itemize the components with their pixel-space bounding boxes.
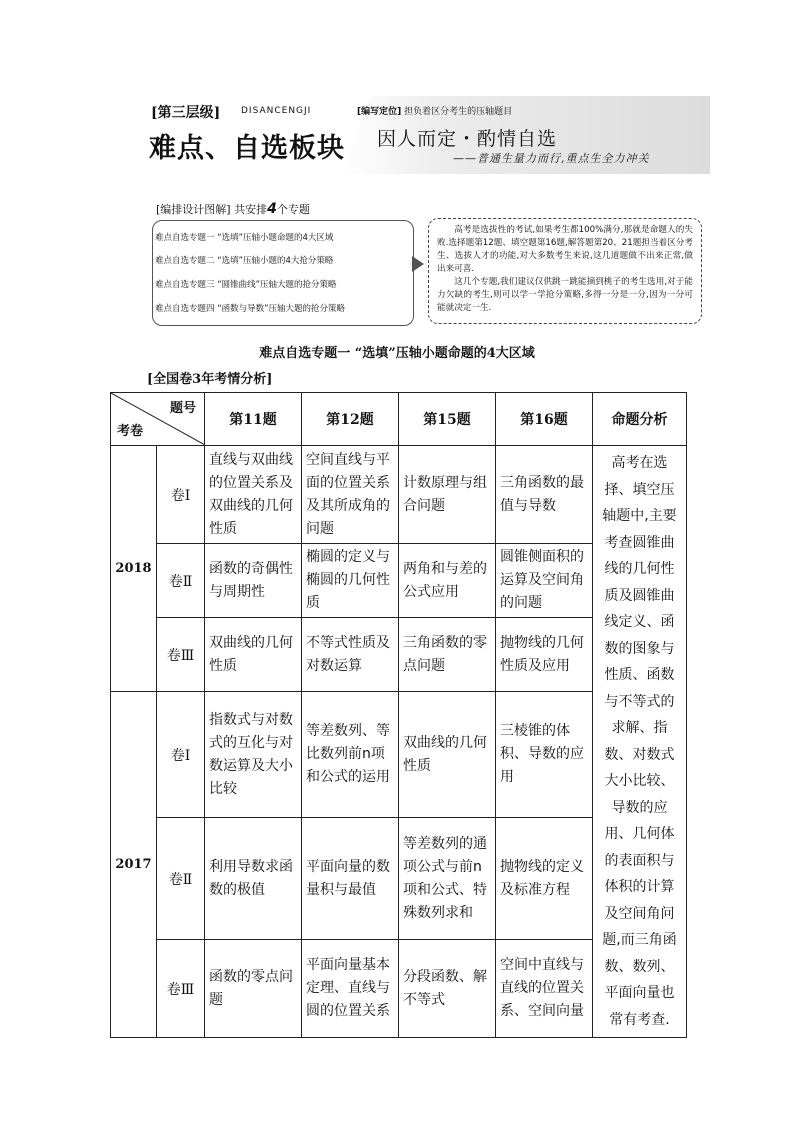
- table-cell: 三棱锥的体积、导数的应用: [496, 692, 593, 818]
- table-cell: 平面向量基本定理、直线与圆的位置关系: [302, 940, 399, 1038]
- paper-cell: 卷Ⅱ: [157, 818, 205, 940]
- table-cell: 圆锥侧面积的运算及空间角的问题: [496, 544, 593, 618]
- table-cell: 计数原理与组合问题: [399, 446, 496, 544]
- table-cell: 两角和与差的公式应用: [399, 544, 496, 618]
- paper-cell: 卷Ⅰ: [157, 692, 205, 818]
- level-pinyin: DISANCENGJI: [241, 106, 312, 116]
- paper-cell: 卷Ⅲ: [157, 618, 205, 692]
- table-cell: 抛物线的定义及标准方程: [496, 818, 593, 940]
- motto-subtitle: ——普通生量力而行,重点生全力冲关: [453, 152, 650, 165]
- column-header: 第16题: [496, 393, 593, 446]
- paper-cell: 卷Ⅱ: [157, 544, 205, 618]
- table-cell: 平面向量的数量积与最值: [302, 818, 399, 940]
- table-row: [111, 446, 687, 544]
- table-header-row: [111, 393, 687, 446]
- table-cell: 椭圆的定义与椭圆的几何性质: [302, 544, 399, 618]
- corner-cell: [111, 393, 205, 446]
- column-header: 第11题: [205, 393, 302, 446]
- table-cell: 利用导数求函数的极值: [205, 818, 302, 940]
- table-cell: 三角函数的最值与导数: [496, 446, 593, 544]
- table-cell: 不等式性质及对数运算: [302, 618, 399, 692]
- section-title: 难点自选专题一 “选填”压轴小题命题的4大区域: [259, 346, 535, 361]
- analysis-cell: 高考在选择、填空压轴题中,主要考查圆锥曲线的几何性质及圆锥曲线定义、函数的图象与性质、函数与不等式的求解、指数、对数式大小比较、导数的应用、几何体的表面积与体积的计算及空间角问题,而三角函数、数列、平面向量也常有考查.: [593, 446, 687, 1038]
- topic-item: 难点自选专题四 “函数与导数”压轴大题的抢分策略: [155, 304, 346, 314]
- corner-top-label: 题号: [169, 401, 196, 416]
- motto: 因人而定・酌情自选: [377, 128, 558, 150]
- table-cell: 直线与双曲线的位置关系及双曲线的几何性质: [205, 446, 302, 544]
- design-heading-tail: 个专题: [276, 203, 310, 216]
- header-left: [145, 96, 385, 174]
- sub-title: [全国卷3年考情分析]: [147, 372, 273, 387]
- explanation-paragraph: 高考是选拔性的考试,如果考生都100%满分,那就是命题人的失败.选择题第12题、填空题第16题,解答题第20、21题担当着区分考生、选拔人才的功能,对大多数考生来说,这几道题做不出来正常,做出来可喜.: [437, 225, 693, 274]
- table-cell: 等差数列的通项公式与前n项和公式、特殊数列求和: [399, 818, 496, 940]
- arrow-right-icon: [412, 256, 424, 272]
- position-text: 担负着区分考生的压轴题目: [404, 107, 513, 117]
- topic-item: 难点自选专题三 “圆锥曲线”压轴大题的抢分策略: [155, 280, 337, 290]
- topic-count: 4: [267, 201, 277, 217]
- table-cell: 等差数列、等比数列前n项和公式的运用: [302, 692, 399, 818]
- table-cell: 双曲线的几何性质: [399, 692, 496, 818]
- page-title: 难点、自选板块: [149, 133, 345, 164]
- column-header: 第12题: [302, 393, 399, 446]
- column-header: 命题分析: [593, 393, 687, 446]
- table-cell: 函数的零点问题: [205, 940, 302, 1038]
- table-cell: 空间直线与平面的位置关系及其所成角的问题: [302, 446, 399, 544]
- table-cell: 空间中直线与直线的位置关系、空间向量: [496, 940, 593, 1038]
- table-cell: 函数的奇偶性与周期性: [205, 544, 302, 618]
- level-label: [第三层级]: [151, 105, 221, 121]
- table-cell: 双曲线的几何性质: [205, 618, 302, 692]
- topics-box: [152, 220, 414, 326]
- corner-bottom-label: 考卷: [117, 424, 144, 439]
- explanation-box: [428, 218, 702, 324]
- paper-cell: 卷Ⅰ: [157, 446, 205, 544]
- topic-item: 难点自选专题二 “选填”压轴小题的4大抢分策略: [155, 256, 334, 266]
- position-label: [编写定位]: [357, 107, 402, 117]
- table-cell: 三角函数的零点问题: [399, 618, 496, 692]
- table-cell: 指数式与对数式的互化与对数运算及大小比较: [205, 692, 302, 818]
- column-header: 第15题: [399, 393, 496, 446]
- header-banner: [145, 96, 710, 174]
- exam-analysis-table: [110, 392, 687, 1038]
- position-tag: [357, 104, 512, 117]
- year-cell: 2018: [111, 446, 157, 692]
- table-cell: 抛物线的几何性质及应用: [496, 618, 593, 692]
- design-heading-text: [编排设计图解] 共安排: [156, 203, 268, 216]
- explanation-paragraph: 这几个专题,我们建议仅供跳一跳能摘到桃子的考生选用,对于能力欠缺的考生,则可以学一学抢分策略,多得一分是一分,因为一分可能就决定一生.: [437, 277, 693, 313]
- paper-cell: 卷Ⅲ: [157, 940, 205, 1038]
- year-cell: 2017: [111, 692, 157, 1038]
- topic-item: 难点自选专题一 “选填”压轴小题命题的4大区域: [155, 233, 334, 243]
- design-heading: [156, 201, 310, 217]
- table-cell: 分段函数、解不等式: [399, 940, 496, 1038]
